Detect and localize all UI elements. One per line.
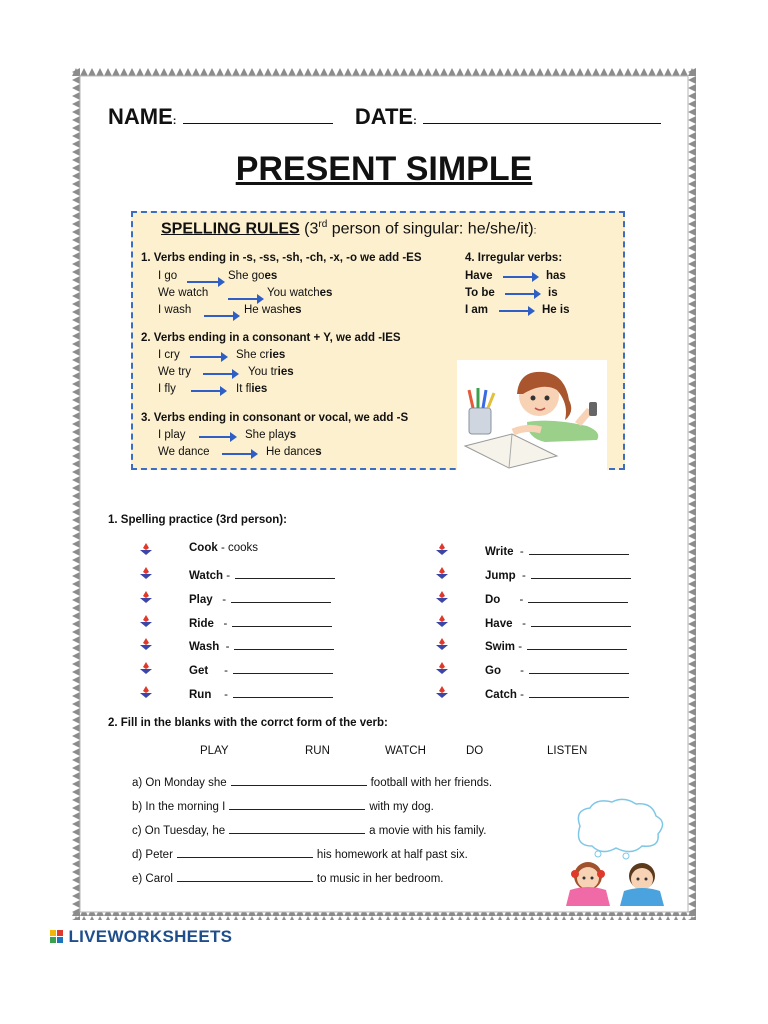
arrow-icon — [203, 373, 233, 375]
rules-heading-part1: (3 — [304, 220, 319, 238]
rules-heading-part2: person of singular: he/she/it) — [327, 220, 534, 238]
ex1-verb: Write — [485, 546, 514, 558]
answer-blank[interactable] — [232, 614, 332, 627]
rule1-ex2-from: We watch — [158, 287, 209, 299]
sentence-pre: d) Peter — [132, 849, 173, 861]
answer-blank[interactable] — [233, 685, 333, 698]
liveworksheets-logo — [50, 927, 232, 947]
ex1-right-row — [485, 614, 631, 630]
name-date-row: NAME: DATE: — [108, 104, 661, 130]
sentence-row — [132, 797, 434, 813]
rule3-ex2-base: He dance — [266, 446, 316, 458]
page-title: PRESENT SIMPLE — [235, 150, 533, 188]
rule4-ex2-from: To be — [465, 287, 495, 299]
rule1-ex3-end: es — [288, 304, 302, 316]
ex1-verb: Run — [189, 689, 212, 701]
bullet-icon — [140, 590, 152, 608]
answer-blank[interactable] — [231, 590, 331, 603]
rule1-ex1-end: es — [264, 270, 278, 282]
ex1-dash: - — [500, 665, 524, 677]
rule2-ex3-base: It fl — [236, 383, 252, 395]
arrow-icon — [204, 315, 234, 317]
ex1-right-row — [485, 566, 631, 582]
bullet-icon — [140, 542, 152, 560]
sentence-post: his homework at half past six. — [316, 849, 468, 861]
rule3-ex1-base: She play — [245, 429, 290, 441]
rule4-ex3-to: He is — [542, 304, 570, 316]
verb-option: DO — [466, 745, 484, 757]
answer-blank[interactable] — [527, 637, 627, 650]
answer-blank[interactable] — [234, 637, 334, 650]
ex1-left-row — [189, 661, 333, 677]
rule2-ex2-base: You tr — [248, 366, 278, 378]
ex1-right-row — [485, 685, 629, 701]
rule1-ex2-base: You watch — [267, 287, 320, 299]
arrow-icon — [505, 293, 535, 295]
ex1-dash: - — [211, 689, 228, 701]
verb-option: PLAY — [200, 745, 229, 757]
rule3-ex1-end: s — [289, 429, 297, 441]
arrow-icon — [222, 453, 252, 455]
ex1-left-row — [189, 590, 331, 606]
sentence-row — [132, 845, 468, 861]
ex1-verb: Wash — [189, 641, 220, 653]
rule4-title: 4. Irregular verbs: — [465, 252, 563, 264]
date-label: DATE — [354, 104, 414, 129]
rule1-title: 1. Verbs ending in -s, -ss, -sh, -ch, -x, -o we add -ES — [141, 252, 422, 264]
answer-blank[interactable] — [529, 542, 629, 555]
ex1-dash: - — [219, 641, 230, 653]
rule3-ex2-end: s — [315, 446, 322, 458]
rule4-ex2-to: is — [548, 287, 558, 299]
rule3-title: 3. Verbs ending in consonant or vocal, we add -S — [141, 412, 409, 424]
ex1-verb: Do — [485, 594, 501, 606]
rule3-ex1-from: I play — [158, 429, 186, 441]
sentence-pre: a) On Monday she — [132, 777, 227, 789]
verb-option: LISTEN — [547, 745, 588, 757]
rule1-ex1-to — [228, 270, 277, 282]
rule1-ex2-to — [267, 287, 332, 299]
ex1-verb: Have — [485, 618, 513, 630]
ex1-dash: - — [513, 546, 524, 558]
arrow-icon — [499, 310, 529, 312]
ex1-verb: Catch — [485, 689, 517, 701]
answer-blank[interactable] — [231, 773, 367, 786]
answer-blank[interactable] — [529, 661, 629, 674]
ex1-dash: - — [213, 618, 228, 630]
bullet-icon — [436, 542, 448, 560]
ex1-right-row — [485, 590, 628, 606]
ex1-answer: - cooks — [217, 542, 259, 554]
arrow-icon — [187, 281, 219, 283]
ex1-left-row — [189, 685, 333, 701]
rule2-ex3-to — [236, 383, 267, 395]
bullet-icon — [436, 685, 448, 703]
arrow-icon — [191, 390, 221, 392]
answer-blank[interactable] — [177, 869, 313, 882]
ex1-dash: - — [515, 570, 526, 582]
bullet-icon — [436, 566, 448, 584]
ex1-right-row — [485, 542, 629, 558]
ex1-dash: - — [212, 594, 227, 606]
ex1-left-row — [189, 614, 332, 630]
bullet-icon — [436, 590, 448, 608]
verb-option: RUN — [305, 745, 330, 757]
rule2-ex3-end: ies — [251, 383, 268, 395]
sentence-row — [132, 869, 443, 885]
ex1-verb: Go — [485, 665, 501, 677]
answer-blank[interactable] — [229, 797, 365, 810]
rule2-ex1-base: She cr — [236, 349, 270, 361]
answer-blank[interactable] — [235, 566, 335, 579]
girl-studying-illustration — [457, 360, 607, 470]
rule2-ex1-from: I cry — [158, 349, 180, 361]
rule1-ex3-base: He wash — [244, 304, 289, 316]
kids-thinking-illustration — [560, 798, 670, 908]
exercise2-title: 2. Fill in the blanks with the corrct form of the verb: — [108, 717, 388, 729]
ex1-verb: Ride — [189, 618, 214, 630]
rule3-ex2-to — [266, 446, 322, 458]
logo-text: LIVEWORKSHEETS — [68, 927, 233, 946]
answer-blank[interactable] — [233, 661, 333, 674]
ex1-dash: - — [208, 665, 228, 677]
name-label: NAME — [108, 104, 173, 129]
name-field[interactable] — [183, 123, 333, 124]
rules-heading-main: SPELLING RULES — [161, 220, 300, 238]
logo-squares-icon — [50, 930, 64, 944]
arrow-icon — [199, 436, 231, 438]
answer-blank[interactable] — [529, 685, 629, 698]
answer-blank[interactable] — [528, 590, 628, 603]
bullet-icon — [140, 661, 152, 679]
rules-heading-sup: rd — [318, 219, 328, 230]
sentence-row — [132, 773, 492, 789]
ex1-left-row — [189, 566, 335, 582]
ex1-dash: - — [500, 594, 524, 606]
ex1-left-row — [189, 542, 258, 554]
rule2-ex2-to — [248, 366, 294, 378]
rule4-ex1-to: has — [546, 270, 566, 282]
ex1-verb: Get — [189, 665, 209, 677]
verb-option: WATCH — [385, 745, 426, 757]
rule2-ex2-from: We try — [158, 366, 192, 378]
rule2-ex3-from: I fly — [158, 383, 176, 395]
ex1-dash: - — [223, 570, 231, 582]
rule2-ex1-to — [236, 349, 285, 361]
bullet-icon — [140, 614, 152, 632]
answer-blank[interactable] — [531, 566, 631, 579]
rules-heading: SPELLING RULES (3rd person of singular: he/she/it): — [161, 219, 537, 238]
ex1-dash: - — [515, 641, 523, 653]
ex1-verb: Jump — [485, 570, 516, 582]
rule1-ex2-end: es — [319, 287, 333, 299]
exercise1-title: 1. Spelling practice (3rd person): — [108, 514, 287, 526]
sentence-post: with my dog. — [369, 801, 434, 813]
rule2-ex2-end: ies — [277, 366, 294, 378]
bullet-icon — [436, 661, 448, 679]
arrow-icon — [190, 356, 222, 358]
ex1-verb: Watch — [189, 570, 224, 582]
sentence-pre: e) Carol — [132, 873, 173, 885]
sentence-row — [132, 821, 487, 837]
arrow-icon — [503, 276, 533, 278]
ex1-dash: - — [512, 618, 526, 630]
bullet-icon — [140, 685, 152, 703]
bullet-icon — [140, 566, 152, 584]
ex1-verb: Swim — [485, 641, 516, 653]
answer-blank[interactable] — [177, 845, 313, 858]
rule1-ex1-from: I go — [158, 270, 178, 282]
sentence-post: football with her friends. — [370, 777, 493, 789]
rule3-ex2-from: We dance — [158, 446, 210, 458]
page-border — [72, 68, 696, 920]
sentence-post: a movie with his family. — [369, 825, 487, 837]
rule3-ex1-to — [245, 429, 296, 441]
ex1-dash: - — [516, 689, 524, 701]
rule1-ex1-base: She go — [228, 270, 265, 282]
sentence-pre: c) On Tuesday, he — [132, 825, 226, 837]
rule2-ex1-end: ies — [269, 349, 286, 361]
answer-blank[interactable] — [531, 614, 631, 627]
bullet-icon — [140, 637, 152, 655]
answer-blank[interactable] — [229, 821, 365, 834]
ex1-left-row — [189, 637, 334, 653]
ex1-verb: Cook — [189, 542, 218, 554]
rule4-ex1-from: Have — [465, 270, 493, 282]
sentence-post: to music in her bedroom. — [316, 873, 444, 885]
ex1-right-row — [485, 637, 627, 653]
ex1-verb: Play — [189, 594, 213, 606]
arrow-icon — [228, 298, 258, 300]
date-field[interactable] — [423, 123, 661, 124]
rule1-ex3-to — [244, 304, 302, 316]
rule1-ex3-from: I wash — [158, 304, 192, 316]
bullet-icon — [436, 614, 448, 632]
rule4-ex3-from: I am — [465, 304, 489, 316]
sentence-pre: b) In the morning I — [132, 801, 226, 813]
rule2-title: 2. Verbs ending in a consonant + Y, we add -IES — [141, 332, 401, 344]
ex1-right-row — [485, 661, 629, 677]
bullet-icon — [436, 637, 448, 655]
